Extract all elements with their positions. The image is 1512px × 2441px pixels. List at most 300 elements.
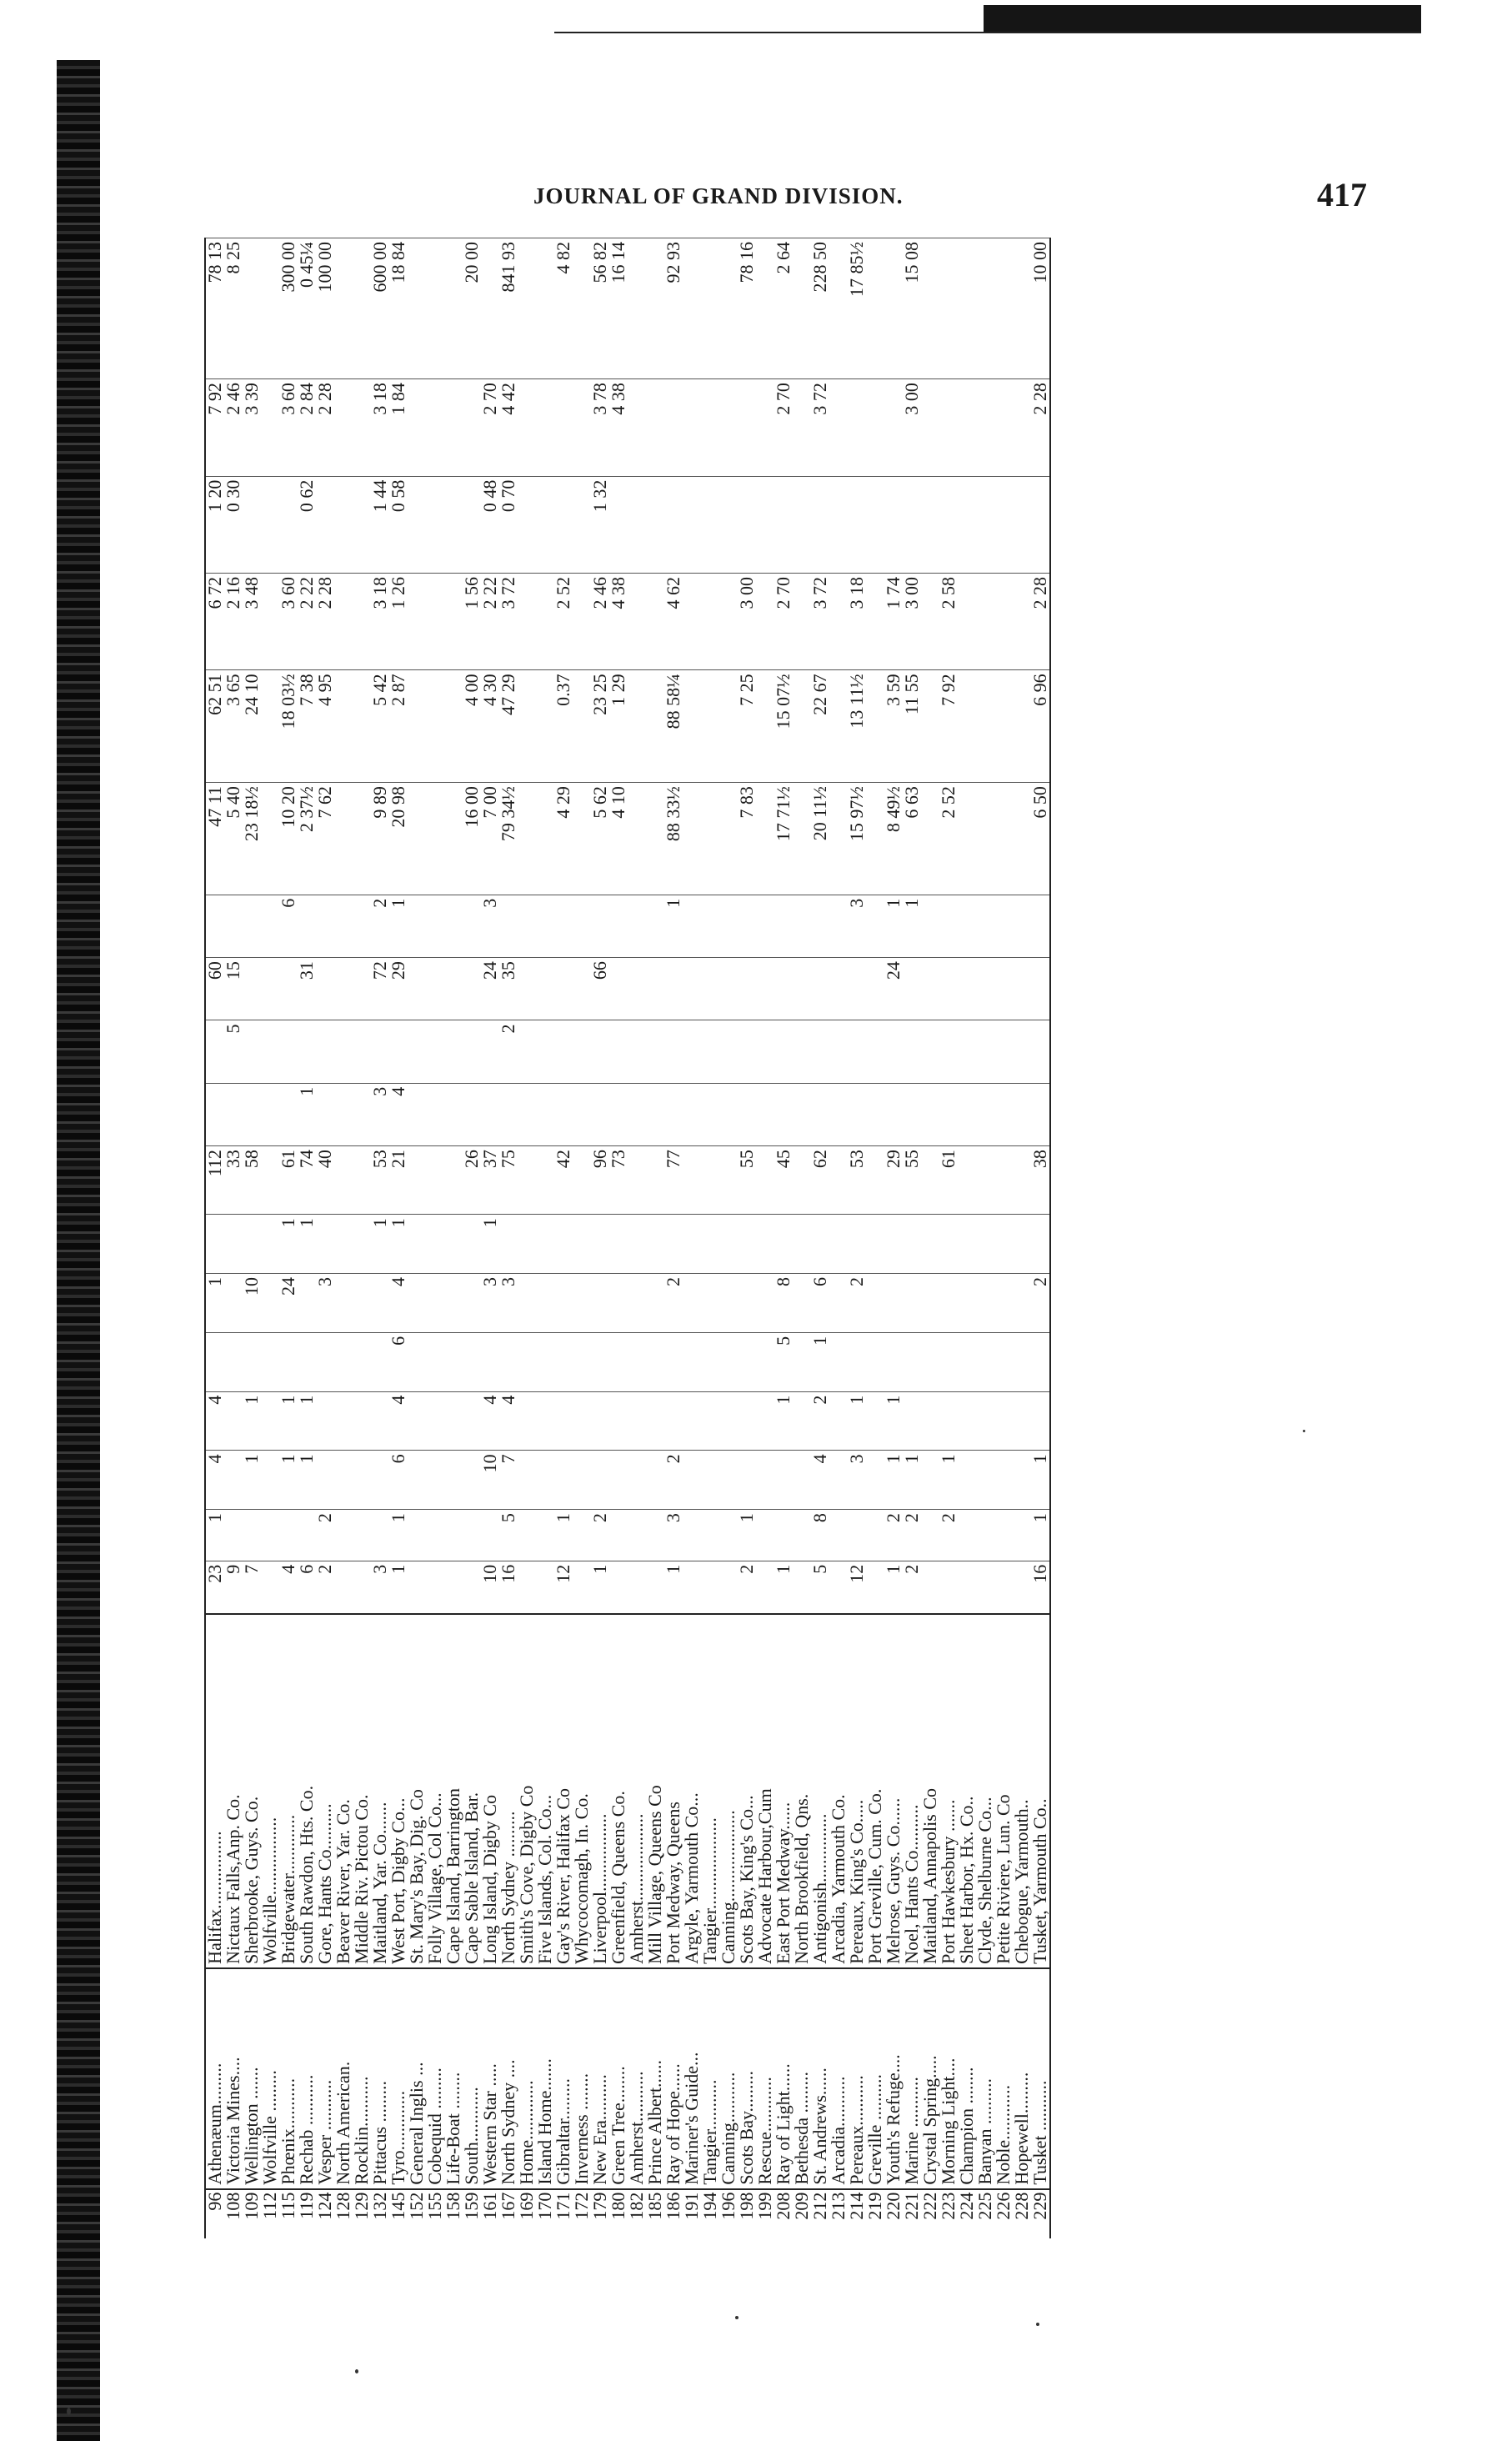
- table-row: [224, 238, 243, 2239]
- stat-cell: [353, 895, 371, 957]
- stat-cell: 3: [481, 895, 499, 957]
- stat-cell: [463, 476, 481, 573]
- stat-cell: 73: [609, 1146, 628, 1215]
- stat-cell: [518, 1451, 536, 1510]
- stat-cell: [829, 476, 848, 573]
- stat-cell: 0 70: [499, 476, 518, 573]
- division-number: 96: [205, 2189, 224, 2238]
- division-number: 169: [518, 2189, 536, 2238]
- stat-cell: [1013, 1332, 1031, 1391]
- stat-cell: [1013, 783, 1031, 895]
- stat-cell: [426, 1083, 444, 1145]
- stat-cell: [738, 1332, 756, 1391]
- stat-cell: [591, 1391, 609, 1451]
- stat-cell: 62 51: [205, 670, 224, 783]
- stat-cell: 29: [389, 958, 408, 1020]
- stat-cell: 77: [664, 1146, 683, 1215]
- division-location: Beaver River, Yar. Co.: [334, 1614, 353, 1968]
- division-name: Tyro.............: [389, 1968, 408, 2189]
- stat-cell: [976, 958, 994, 1020]
- stat-cell: [628, 476, 646, 573]
- stat-cell: 1: [279, 1215, 298, 1274]
- stat-cell: 3 59: [884, 670, 903, 783]
- stat-cell: 4: [205, 1391, 224, 1451]
- stat-cell: [298, 1332, 316, 1391]
- stat-cell: 10: [243, 1274, 261, 1333]
- stat-cell: [683, 958, 701, 1020]
- stat-cell: [738, 1215, 756, 1274]
- stat-cell: [994, 476, 1013, 573]
- stat-cell: [793, 379, 811, 476]
- stat-cell: 4 38: [609, 379, 628, 476]
- stat-cell: [334, 1510, 353, 1561]
- stat-cell: [573, 1083, 591, 1145]
- stat-cell: [518, 1083, 536, 1145]
- stat-cell: [683, 476, 701, 573]
- stat-cell: 2 37½: [298, 783, 316, 895]
- stat-cell: 10: [481, 1561, 499, 1614]
- stat-cell: 3: [316, 1274, 334, 1333]
- stat-cell: [958, 1332, 976, 1391]
- table-row: [939, 238, 958, 2239]
- stat-cell: [573, 670, 591, 783]
- stat-cell: [811, 958, 829, 1020]
- stat-cell: [573, 379, 591, 476]
- stat-cell: [774, 1451, 793, 1510]
- division-number: 228: [1013, 2189, 1031, 2238]
- stat-cell: [353, 1146, 371, 1215]
- stat-cell: [573, 1561, 591, 1614]
- stat-cell: [829, 379, 848, 476]
- stat-cell: [628, 1332, 646, 1391]
- stat-cell: 4: [389, 1083, 408, 1145]
- division-number: 161: [481, 2189, 499, 2238]
- stat-cell: [1013, 238, 1031, 379]
- stat-cell: [793, 476, 811, 573]
- stat-cell: [866, 1020, 884, 1083]
- division-name: Tusket ...........: [1031, 1968, 1050, 2189]
- stat-cell: [719, 1332, 738, 1391]
- stat-cell: [793, 1083, 811, 1145]
- stat-cell: 6 63: [903, 783, 921, 895]
- stat-cell: 6 96: [1031, 670, 1050, 783]
- stat-cell: [793, 1215, 811, 1274]
- stat-cell: [683, 1083, 701, 1145]
- stat-cell: [499, 1083, 518, 1145]
- stat-cell: [646, 670, 664, 783]
- stat-cell: [774, 895, 793, 957]
- division-number: 219: [866, 2189, 884, 2238]
- stat-cell: 1: [371, 1215, 389, 1274]
- stat-cell: [939, 476, 958, 573]
- stat-cell: [353, 783, 371, 895]
- division-name: Morning Light....: [939, 1968, 958, 2189]
- stat-cell: [408, 783, 426, 895]
- division-number: 213: [829, 2189, 848, 2238]
- division-name: Scots Bay.........: [738, 1968, 756, 2189]
- stat-cell: [573, 573, 591, 669]
- stat-cell: 96: [591, 1146, 609, 1215]
- stat-cell: [976, 1083, 994, 1145]
- stat-cell: [536, 1391, 554, 1451]
- stat-cell: 1: [279, 1451, 298, 1510]
- stat-cell: [334, 1274, 353, 1333]
- stat-cell: 61: [279, 1146, 298, 1215]
- stat-cell: [793, 573, 811, 669]
- division-name: Ray of Light......: [774, 1968, 793, 2189]
- stat-cell: 13 11½: [848, 670, 866, 783]
- stat-cell: [683, 1020, 701, 1083]
- stat-cell: 841 93: [499, 238, 518, 379]
- table-row: [536, 238, 554, 2239]
- stat-cell: [518, 895, 536, 957]
- stat-cell: [774, 1020, 793, 1083]
- stat-cell: [939, 1215, 958, 1274]
- stat-cell: [279, 1020, 298, 1083]
- stat-cell: [829, 1083, 848, 1145]
- stat-cell: [994, 238, 1013, 379]
- stat-cell: [371, 1391, 389, 1451]
- stat-cell: 20 00: [463, 238, 481, 379]
- table-row: [829, 238, 848, 2239]
- table-row: [243, 238, 261, 2239]
- stat-cell: [591, 895, 609, 957]
- stat-cell: [518, 1274, 536, 1333]
- division-name: Youth's Refuge....: [884, 1968, 903, 2189]
- stat-cell: 8 49½: [884, 783, 903, 895]
- division-number: 129: [353, 2189, 371, 2238]
- stat-cell: [371, 1451, 389, 1510]
- division-location: Whycocomagh, In. Co.: [573, 1614, 591, 1968]
- stat-cell: [628, 1451, 646, 1510]
- stat-cell: [903, 1332, 921, 1391]
- division-number: 220: [884, 2189, 903, 2238]
- stat-cell: [426, 1391, 444, 1451]
- stat-cell: [756, 238, 774, 379]
- stat-cell: [481, 1083, 499, 1145]
- stat-cell: 2: [316, 1561, 334, 1614]
- table-row: [848, 238, 866, 2239]
- stat-cell: 2 28: [1031, 573, 1050, 669]
- stat-cell: [958, 1274, 976, 1333]
- table-row: [408, 238, 426, 2239]
- stat-cell: [738, 895, 756, 957]
- stat-cell: 2: [316, 1510, 334, 1561]
- stat-cell: [536, 1020, 554, 1083]
- stat-cell: [573, 476, 591, 573]
- stat-cell: [701, 1451, 719, 1510]
- stat-cell: 2 46: [224, 379, 243, 476]
- stat-cell: [518, 379, 536, 476]
- stat-cell: 3 72: [811, 573, 829, 669]
- stat-cell: [536, 573, 554, 669]
- stat-cell: [738, 1391, 756, 1451]
- table-row: [426, 238, 444, 2239]
- stat-cell: [628, 1561, 646, 1614]
- division-number: 221: [903, 2189, 921, 2238]
- stat-cell: 23: [205, 1561, 224, 1614]
- stat-cell: [829, 1510, 848, 1561]
- division-location: Mill Village, Queens Co: [646, 1614, 664, 1968]
- stat-cell: 37: [481, 1146, 499, 1215]
- table-row: [1031, 238, 1050, 2239]
- stat-cell: [279, 476, 298, 573]
- stat-cell: [426, 1451, 444, 1510]
- stat-cell: 20 98: [389, 783, 408, 895]
- stat-cell: [243, 238, 261, 379]
- stat-cell: [609, 1561, 628, 1614]
- page-header: [533, 176, 1367, 217]
- stat-cell: 42: [554, 1146, 573, 1215]
- stat-cell: 3 60: [279, 573, 298, 669]
- stat-cell: 4: [205, 1451, 224, 1510]
- stat-cell: [444, 1332, 463, 1391]
- division-name: Rechab ...........: [298, 1968, 316, 2189]
- stat-cell: 2 70: [481, 379, 499, 476]
- stat-cell: 1: [664, 895, 683, 957]
- division-location: Antigonish...............: [811, 1614, 829, 1968]
- stat-cell: 2 22: [298, 573, 316, 669]
- stat-cell: [756, 476, 774, 573]
- stat-cell: 2 22: [481, 573, 499, 669]
- stat-cell: [426, 476, 444, 573]
- stat-cell: 2: [664, 1451, 683, 1510]
- stat-cell: [481, 238, 499, 379]
- stat-cell: 6: [389, 1332, 408, 1391]
- stat-cell: [334, 1332, 353, 1391]
- stat-cell: [646, 958, 664, 1020]
- stat-cell: [298, 1510, 316, 1561]
- division-name: Amherst...........: [628, 1968, 646, 2189]
- stat-cell: [463, 895, 481, 957]
- stat-cell: 5 40: [224, 783, 243, 895]
- stat-cell: [994, 1215, 1013, 1274]
- division-number: 224: [958, 2189, 976, 2238]
- stat-cell: [334, 895, 353, 957]
- stat-cell: [921, 1451, 939, 1510]
- stat-cell: [205, 1215, 224, 1274]
- stat-cell: [646, 1215, 664, 1274]
- stat-cell: [426, 895, 444, 957]
- stat-cell: [756, 1274, 774, 1333]
- stat-cell: [939, 1274, 958, 1333]
- division-name: Vesper ...........: [316, 1968, 334, 2189]
- stat-cell: [554, 1391, 573, 1451]
- stat-cell: [646, 238, 664, 379]
- stat-cell: [243, 1083, 261, 1145]
- division-number: 108: [224, 2189, 243, 2238]
- division-name: Gibraltar.........: [554, 1968, 573, 2189]
- stat-cell: [646, 476, 664, 573]
- division-location: North Sydney ..........: [499, 1614, 518, 1968]
- stat-cell: 1: [1031, 1510, 1050, 1561]
- stat-cell: [628, 238, 646, 379]
- stat-cell: 15 08: [903, 238, 921, 379]
- stat-cell: 2: [939, 1510, 958, 1561]
- stat-cell: [903, 1391, 921, 1451]
- stat-cell: [683, 670, 701, 783]
- table-row: [756, 238, 774, 2239]
- stat-cell: 8: [774, 1274, 793, 1333]
- stat-cell: [701, 379, 719, 476]
- stat-cell: [371, 1510, 389, 1561]
- stat-cell: [683, 1561, 701, 1614]
- division-location: Greenfield, Queens Co.: [609, 1614, 628, 1968]
- stat-cell: 3: [371, 1083, 389, 1145]
- stat-cell: [518, 1561, 536, 1614]
- stat-cell: [701, 1561, 719, 1614]
- stat-cell: [939, 895, 958, 957]
- stat-cell: 6 72: [205, 573, 224, 669]
- division-number: 198: [738, 2189, 756, 2238]
- stat-cell: [1013, 1083, 1031, 1145]
- division-location: Clyde, Shelburne Co...: [976, 1614, 994, 1968]
- stat-cell: [976, 1020, 994, 1083]
- division-name: Banyan ..........: [976, 1968, 994, 2189]
- division-number: 194: [701, 2189, 719, 2238]
- stat-cell: 5 42: [371, 670, 389, 783]
- stat-cell: 0 62: [298, 476, 316, 573]
- stat-cell: [994, 1274, 1013, 1333]
- stat-cell: 2 70: [774, 573, 793, 669]
- stat-cell: [573, 1332, 591, 1391]
- division-location: Wolfville.................: [261, 1614, 279, 1968]
- stat-cell: 4 62: [664, 573, 683, 669]
- stat-cell: [756, 783, 774, 895]
- stat-cell: [573, 1510, 591, 1561]
- division-name: Phœnix...........: [279, 1968, 298, 2189]
- stat-cell: [224, 1083, 243, 1145]
- stat-cell: 3 00: [738, 573, 756, 669]
- stat-cell: [261, 379, 279, 476]
- running-head: JOURNAL OF GRAND DIVISION.: [533, 183, 904, 208]
- stat-cell: [353, 1215, 371, 1274]
- stat-cell: [719, 1561, 738, 1614]
- stat-cell: [939, 1391, 958, 1451]
- stat-cell: [628, 783, 646, 895]
- stat-cell: [793, 1451, 811, 1510]
- stat-cell: [408, 573, 426, 669]
- stat-cell: 3 00: [903, 379, 921, 476]
- stat-cell: [279, 1083, 298, 1145]
- division-number: 167: [499, 2189, 518, 2238]
- table-row: [811, 238, 829, 2239]
- stat-cell: 75: [499, 1146, 518, 1215]
- stat-cell: [353, 379, 371, 476]
- stat-cell: [609, 1510, 628, 1561]
- stat-cell: [811, 476, 829, 573]
- stat-cell: [994, 1083, 1013, 1145]
- stat-cell: [628, 895, 646, 957]
- stat-cell: [279, 958, 298, 1020]
- print-speck: [735, 2316, 738, 2319]
- division-location: Smith's Cove, Digby Co: [518, 1614, 536, 1968]
- stat-cell: 3 72: [499, 573, 518, 669]
- stat-cell: [334, 1215, 353, 1274]
- stat-cell: [646, 1510, 664, 1561]
- division-number: 186: [664, 2189, 683, 2238]
- stat-cell: 6: [389, 1451, 408, 1510]
- stat-cell: 6: [279, 895, 298, 957]
- stat-cell: [829, 1332, 848, 1391]
- stat-cell: 60: [205, 958, 224, 1020]
- stat-cell: [518, 1020, 536, 1083]
- stat-cell: [829, 573, 848, 669]
- stat-cell: 2: [499, 1020, 518, 1083]
- stat-cell: [719, 1391, 738, 1451]
- stat-cell: 2 58: [939, 573, 958, 669]
- stat-cell: [243, 1332, 261, 1391]
- stat-cell: [334, 1146, 353, 1215]
- stat-cell: 1: [298, 1391, 316, 1451]
- print-speck: [355, 2369, 358, 2373]
- stat-cell: [353, 476, 371, 573]
- division-location: Chebogue, Yarmouth..: [1013, 1614, 1031, 1968]
- stat-cell: [408, 1391, 426, 1451]
- stat-cell: [353, 958, 371, 1020]
- stat-cell: [664, 379, 683, 476]
- stat-cell: [811, 895, 829, 957]
- stat-cell: [921, 1561, 939, 1614]
- stat-cell: [261, 1215, 279, 1274]
- stat-cell: 4 00: [463, 670, 481, 783]
- stat-cell: [426, 958, 444, 1020]
- stat-cell: [554, 476, 573, 573]
- stat-cell: [701, 1391, 719, 1451]
- stat-cell: [958, 783, 976, 895]
- stat-cell: [518, 573, 536, 669]
- stat-cell: [921, 1215, 939, 1274]
- stat-cell: [756, 895, 774, 957]
- stat-cell: [756, 1561, 774, 1614]
- division-location: Nictaux Falls,Anp. Co.: [224, 1614, 243, 1968]
- page-number: 417: [1317, 176, 1367, 213]
- stat-cell: [224, 1274, 243, 1333]
- stat-cell: 2: [903, 1510, 921, 1561]
- stat-cell: 88 58¼: [664, 670, 683, 783]
- stat-cell: [609, 1215, 628, 1274]
- stat-cell: [976, 783, 994, 895]
- stat-cell: [958, 1020, 976, 1083]
- stat-cell: [756, 379, 774, 476]
- stat-cell: [371, 1020, 389, 1083]
- stat-cell: [958, 573, 976, 669]
- stat-cell: [939, 238, 958, 379]
- stat-cell: [518, 958, 536, 1020]
- stat-cell: [444, 1083, 463, 1145]
- scan-binding-edge: [57, 60, 100, 2441]
- division-name: Canning...........: [719, 1968, 738, 2189]
- table-row: [261, 238, 279, 2239]
- stat-cell: 1 74: [884, 573, 903, 669]
- stat-cell: 16: [499, 1561, 518, 1614]
- stat-cell: 1: [389, 1215, 408, 1274]
- stat-cell: 1: [205, 1274, 224, 1333]
- stat-cell: [939, 1083, 958, 1145]
- stat-cell: [536, 1332, 554, 1391]
- stat-cell: [793, 1146, 811, 1215]
- stat-cell: 17 71½: [774, 783, 793, 895]
- stat-cell: 3 60: [279, 379, 298, 476]
- stat-cell: [866, 238, 884, 379]
- stat-cell: [994, 1391, 1013, 1451]
- stat-cell: [463, 1332, 481, 1391]
- stat-cell: 1: [848, 1391, 866, 1451]
- stat-cell: 3 78: [591, 379, 609, 476]
- division-number: 172: [573, 2189, 591, 2238]
- stat-cell: [334, 958, 353, 1020]
- stat-cell: [664, 476, 683, 573]
